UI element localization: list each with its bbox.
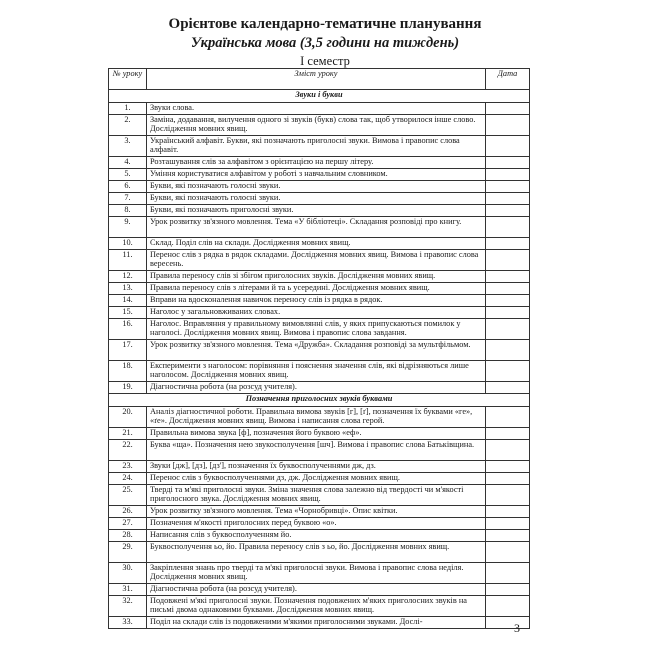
lesson-content: Подовжені м'які приголосні звуки. Позначення подовжених м'яких приголосних звуків на письмі двома однаковими буквами. Дослідження мовних явищ. [147,596,486,617]
table-row [109,136,530,157]
lesson-content: Заміна, додавання, вилучення одного зі звуків (букв) слова так, щоб утворилося інше слово. Дослідження мовних явищ. [147,115,486,136]
lesson-number: 28. [109,530,147,542]
table-row [109,181,530,193]
lesson-number: 5. [109,169,147,181]
table-row [109,596,530,617]
table-row [109,428,530,440]
table-row [109,250,530,271]
lesson-content: Закріплення знань про тверді та м'які приголосні звуки. Вимова і правопис слова неділя. Дослідження мовних явищ. [147,563,486,584]
lesson-number: 15. [109,307,147,319]
table-row [109,440,530,461]
table-row [109,295,530,307]
column-header-content: Зміст уроку [147,69,486,90]
table-row [109,361,530,382]
section-heading-row [109,90,530,103]
lesson-number: 29. [109,542,147,563]
page-title: Орієнтове календарно-тематичне планування [168,16,482,32]
lesson-number: 11. [109,250,147,271]
lesson-number: 2. [109,115,147,136]
lesson-date-cell [486,136,530,157]
lesson-number: 31. [109,584,147,596]
table-row [109,485,530,506]
lesson-content: Розташування слів за алфавітом з орієнтацією на першу літеру. [147,157,486,169]
lesson-date-cell [486,563,530,584]
table-row [109,407,530,428]
lesson-date-cell [486,307,530,319]
table-row [109,461,530,473]
table-row [109,115,530,136]
table-row [109,530,530,542]
lesson-content: Уміння користуватися алфавітом у роботі з навчальним словником. [147,169,486,181]
lesson-date-cell [486,506,530,518]
lesson-date-cell [486,542,530,563]
table-row [109,205,530,217]
lesson-date-cell [486,157,530,169]
lesson-number: 13. [109,283,147,295]
lesson-content: Звуки [дж], [дз], [дз'], позначення їх буквосполученнями дж, дз. [147,461,486,473]
lesson-number: 19. [109,382,147,394]
table-row [109,283,530,295]
page-number: 3 [514,621,520,635]
section-heading: Позначення приголосних звуків буквами [109,394,530,407]
lesson-content: Урок розвитку зв'язного мовлення. Тема «Дружба». Складання розповіді за мультфільмом. [147,340,486,361]
lesson-number: 22. [109,440,147,461]
lesson-number: 20. [109,407,147,428]
table-row [109,584,530,596]
table-row [109,542,530,563]
lesson-content: Діагностична робота (на розсуд учителя). [147,584,486,596]
table-row [109,103,530,115]
lesson-number: 10. [109,238,147,250]
lesson-date-cell [486,238,530,250]
lesson-date-cell [486,473,530,485]
lesson-content: Звуки слова. [147,103,486,115]
lesson-number: 14. [109,295,147,307]
lesson-date-cell [486,617,530,629]
lesson-date-cell [486,205,530,217]
table-header-row [109,69,530,90]
lesson-content: Правила переносу слів з літерами й та ь усередині. Дослідження мовних явищ. [147,283,486,295]
lesson-content: Діагностична робота (на розсуд учителя). [147,382,486,394]
table-row [109,473,530,485]
lesson-content: Вправи на вдосконалення навичок переносу слів із рядка в рядок. [147,295,486,307]
lesson-date-cell [486,319,530,340]
lesson-number: 23. [109,461,147,473]
table-row [109,382,530,394]
lesson-content: Буква «ща». Позначення нею звукосполучення [шч]. Вимова і правопис слова Батьківщина. [147,440,486,461]
lesson-number: 25. [109,485,147,506]
table-row [109,340,530,361]
lesson-date-cell [486,340,530,361]
lesson-number: 12. [109,271,147,283]
lesson-content: Букви, які позначають приголосні звуки. [147,205,486,217]
lesson-date-cell [486,440,530,461]
lesson-date-cell [486,295,530,307]
lesson-content: Позначення м'якості приголосних перед буквою «о». [147,518,486,530]
lesson-date-cell [486,382,530,394]
table-row [109,169,530,181]
lesson-number: 26. [109,506,147,518]
table-row [109,307,530,319]
lesson-number: 24. [109,473,147,485]
lesson-number: 18. [109,361,147,382]
lesson-content: Урок розвитку зв'язного мовлення. Тема «Чорнобривці». Опис квітки. [147,506,486,518]
lesson-date-cell [486,530,530,542]
lesson-date-cell [486,115,530,136]
lesson-content: Наголос. Вправляння у правильному вимовлянні слів, у яких припускаються помилок у наголосі. Дослідження мовних явищ. Вимова і правопис слова завдання. [147,319,486,340]
lesson-date-cell [486,361,530,382]
lesson-number: 1. [109,103,147,115]
lesson-date-cell [486,181,530,193]
lesson-number: 8. [109,205,147,217]
table-row [109,157,530,169]
lesson-number: 7. [109,193,147,205]
lesson-number: 32. [109,596,147,617]
table-row [109,506,530,518]
lesson-date-cell [486,193,530,205]
lesson-content: Український алфавіт. Букви, які позначають приголосні звуки. Вимова і правопис слова алфавіт. [147,136,486,157]
lesson-date-cell [486,103,530,115]
lesson-number: 33. [109,617,147,629]
lesson-date-cell [486,169,530,181]
lesson-content: Перенос слів з буквосполученнями дз, дж. Дослідження мовних явищ. [147,473,486,485]
lesson-content: Написання слів з буквосполученням йо. [147,530,486,542]
column-header-date: Дата [486,69,530,90]
table-row [109,617,530,629]
lesson-date-cell [486,584,530,596]
table-row [109,271,530,283]
lesson-date-cell [486,217,530,238]
table-row [109,518,530,530]
lesson-content: Тверді та м'які приголосні звуки. Зміна значення слова залежно від твердості чи м'якості приголосного звука. Дослідження мовних явищ. [147,485,486,506]
table-row [109,319,530,340]
lesson-date-cell [486,518,530,530]
table-row [109,563,530,584]
lesson-date-cell [486,461,530,473]
lesson-date-cell [486,428,530,440]
lesson-number: 30. [109,563,147,584]
section-heading: Звуки і букви [109,90,530,103]
lesson-date-cell [486,250,530,271]
lesson-date-cell [486,596,530,617]
lesson-date-cell [486,407,530,428]
lesson-content: Поділ на склади слів із подовженими м'якими приголосними звуками. Дослі- [147,617,486,629]
lesson-content: Наголос у загальновживаних словах. [147,307,486,319]
lesson-number: 4. [109,157,147,169]
semester-label: I семестр [300,54,350,68]
lesson-content: Правила переносу слів зі збігом приголосних звуків. Дослідження мовних явищ. [147,271,486,283]
lesson-number: 6. [109,181,147,193]
column-header-number: № уроку [109,69,147,90]
lesson-content: Букви, які позначають голосні звуки. [147,181,486,193]
lesson-number: 21. [109,428,147,440]
table-row [109,217,530,238]
lesson-date-cell [486,485,530,506]
lesson-number: 17. [109,340,147,361]
lesson-number: 16. [109,319,147,340]
lesson-content: Перенос слів з рядка в рядок складами. Дослідження мовних явищ. Вимова і правопис слова вересень. [147,250,486,271]
lesson-content: Склад. Поділ слів на склади. Дослідження мовних явищ. [147,238,486,250]
lesson-number: 3. [109,136,147,157]
lesson-content: Аналіз діагностичної роботи. Правильна вимова звуків [г], [ґ], позначення їх буквами «ге», «ґе». Дослідження мовних явищ. Вимова і написання слова герой. [147,407,486,428]
lesson-content: Урок розвитку зв'язного мовлення. Тема «У бібліотеці». Складання розповіді про книгу. [147,217,486,238]
table-row [109,238,530,250]
lesson-date-cell [486,283,530,295]
lesson-content: Експерименти з наголосом: порівняння і пояснення значення слів, які відрізняються лише наголосом. Дослідження мовних явищ. [147,361,486,382]
lesson-content: Буквосполучення ьо, йо. Правила переносу слів з ьо, йо. Дослідження мовних явищ. [147,542,486,563]
lesson-content: Правильна вимова звука [ф], позначення його буквою «еф». [147,428,486,440]
lesson-plan-table [108,68,530,629]
lesson-content: Букви, які позначають голосні звуки. [147,193,486,205]
table-row [109,193,530,205]
lesson-date-cell [486,271,530,283]
page-subtitle: Українська мова (3,5 години на тиждень) [190,35,460,51]
table-body [109,90,530,629]
lesson-number: 9. [109,217,147,238]
section-heading-row [109,394,530,407]
lesson-number: 27. [109,518,147,530]
